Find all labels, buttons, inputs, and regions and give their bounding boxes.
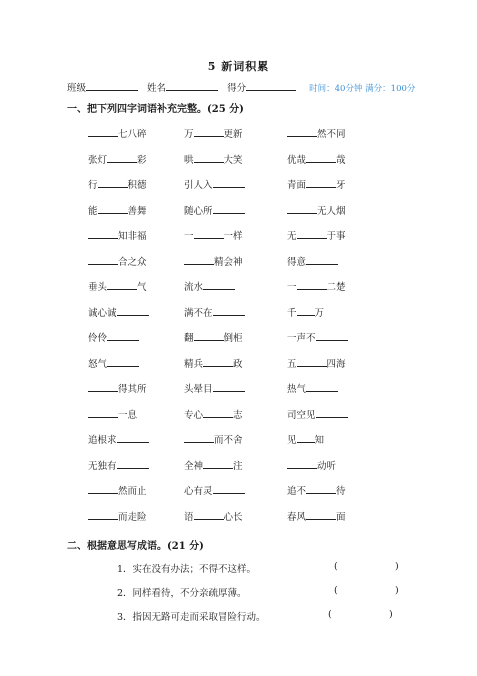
idiom-blank[interactable]	[297, 278, 327, 290]
idiom-item	[287, 355, 346, 369]
idiom-blank[interactable]	[88, 227, 118, 239]
idiom-item	[184, 125, 243, 139]
idiom-blank[interactable]	[194, 227, 224, 239]
idiom-blank[interactable]	[306, 508, 336, 520]
idiom-suffix: 哉	[336, 154, 346, 166]
idiom-item	[88, 457, 149, 471]
idiom-suffix: 无人烟	[317, 205, 346, 217]
idiom-prefix: 头晕目	[184, 384, 213, 395]
idiom-blank[interactable]	[306, 253, 338, 265]
idiom-blank[interactable]	[213, 304, 245, 316]
idiom-prefix: 一	[184, 231, 194, 242]
idiom-prefix: 精兵	[184, 358, 204, 370]
idiom-item	[287, 482, 346, 496]
idiom-suffix: 知非福	[118, 231, 147, 242]
idiom-item	[88, 227, 147, 241]
idiom-suffix: 一息	[118, 409, 138, 421]
idiom-item	[88, 329, 139, 343]
idiom-prefix: 无独有	[88, 460, 117, 472]
idiom-prefix: 满不在	[184, 307, 213, 319]
idiom-item	[88, 406, 137, 420]
idiom-suffix: 知	[314, 435, 325, 446]
idiom-item	[184, 151, 243, 165]
idiom-blank[interactable]	[88, 508, 118, 520]
idiom-item	[287, 431, 324, 445]
idiom-suffix: 于事	[326, 231, 346, 242]
idiom-blank[interactable]	[287, 125, 317, 137]
answer-paren-close: )	[389, 609, 393, 620]
idiom-prefix: 得意	[287, 256, 307, 268]
idiom-item	[287, 304, 324, 318]
idiom-blank[interactable]	[194, 329, 224, 341]
idiom-blank[interactable]	[117, 457, 149, 469]
idiom-suffix: 心长	[223, 511, 243, 523]
idiom-prefix: 怒气	[88, 358, 108, 370]
idiom-blank[interactable]	[107, 278, 137, 290]
idiom-prefix: 无	[287, 231, 297, 242]
idiom-item	[287, 329, 348, 343]
idiom-suffix: 政	[233, 358, 243, 370]
idiom-blank[interactable]	[203, 355, 233, 367]
idiom-item	[88, 431, 149, 445]
idiom-item	[88, 125, 147, 139]
idiom-blank[interactable]	[194, 151, 224, 163]
idiom-prefix: 专心	[184, 409, 204, 421]
idiom-prefix: 一	[287, 282, 297, 293]
name-label: 姓名	[147, 83, 167, 94]
idiom-prefix: 张灯	[88, 154, 108, 166]
idiom-blank[interactable]	[306, 380, 338, 392]
time-info: 时间：40分钟 满分：100分	[309, 84, 416, 94]
idiom-blank[interactable]	[98, 202, 128, 214]
idiom-blank[interactable]	[306, 482, 336, 494]
idiom-item	[184, 329, 243, 343]
idiom-item	[88, 355, 139, 369]
idiom-suffix: 气	[137, 282, 147, 293]
idiom-suffix: 志	[233, 409, 243, 421]
idiom-prefix: 全神	[184, 460, 204, 472]
idiom-suffix: 善舞	[127, 205, 147, 217]
idiom-suffix: 大笑	[223, 154, 243, 166]
answer-paren-open[interactable]: (	[328, 609, 332, 620]
idiom-blank[interactable]	[88, 482, 118, 494]
idiom-item	[184, 278, 235, 292]
idiom-prefix: 优哉	[287, 154, 307, 166]
idiom-blank[interactable]	[194, 508, 224, 520]
idiom-suffix: 积德	[127, 180, 147, 191]
section2-heading: 二、根据意思写成语。(21 分)	[67, 541, 204, 552]
idiom-blank[interactable]	[117, 431, 149, 443]
idiom-blank[interactable]	[194, 125, 224, 137]
idiom-blank[interactable]	[184, 431, 214, 443]
idiom-blank[interactable]	[297, 227, 327, 239]
idiom-item	[287, 457, 336, 471]
idiom-item	[287, 253, 338, 267]
idiom-blank[interactable]	[107, 329, 139, 341]
idiom-suffix: 精会神	[214, 256, 243, 268]
idiom-suffix: 彩	[137, 154, 147, 166]
idiom-blank[interactable]	[88, 253, 118, 265]
idiom-prefix: 万	[184, 129, 194, 140]
idiom-blank[interactable]	[107, 355, 139, 367]
idiom-suffix: 万	[314, 307, 325, 319]
idiom-item	[88, 278, 147, 292]
idiom-item	[287, 151, 346, 165]
idiom-item	[287, 125, 346, 139]
idiom-item	[287, 227, 346, 241]
idiom-blank[interactable]	[203, 406, 233, 418]
idiom-blank[interactable]	[213, 176, 245, 188]
idiom-blank[interactable]	[297, 304, 315, 316]
student-info-line	[67, 80, 415, 94]
idiom-item	[184, 431, 243, 445]
name-blank[interactable]	[166, 80, 218, 91]
idiom-prefix: 千	[287, 307, 297, 319]
answer-paren-close: )	[395, 585, 399, 596]
idiom-prefix: 司空见	[287, 409, 316, 421]
idiom-blank[interactable]	[213, 380, 245, 392]
idiom-prefix: 青面	[287, 180, 307, 191]
idiom-item	[287, 176, 346, 190]
idiom-item	[88, 304, 149, 318]
idiom-blank[interactable]	[287, 202, 317, 214]
idiom-prefix: 诚心诚	[88, 307, 117, 319]
score-blank[interactable]	[246, 80, 296, 91]
idiom-prefix: 能	[88, 205, 98, 217]
idiom-suffix: 更新	[223, 129, 243, 140]
question-text: 1．实在没有办法；不得不这样。	[117, 564, 257, 575]
idiom-suffix: 得其所	[118, 384, 147, 395]
question-text: 2．同样看待，不分亲疏厚薄。	[117, 588, 247, 599]
idiom-blank[interactable]	[88, 380, 118, 392]
idiom-suffix: 而不舍	[214, 435, 243, 446]
idiom-prefix: 心有灵	[184, 486, 213, 497]
section1-heading: 一、把下列四字词语补充完整。(25 分)	[67, 104, 244, 115]
idiom-blank[interactable]	[306, 151, 336, 163]
idiom-item	[184, 406, 243, 420]
idiom-suffix: 牙	[336, 180, 346, 191]
idiom-prefix: 翻	[184, 333, 194, 344]
idiom-prefix: 追不	[287, 486, 307, 497]
idiom-blank[interactable]	[297, 431, 315, 443]
idiom-item	[88, 253, 147, 267]
idiom-item	[88, 202, 147, 216]
idiom-prefix: 流水	[184, 282, 204, 293]
idiom-item	[287, 406, 348, 420]
idiom-blank[interactable]	[287, 457, 317, 469]
idiom-suffix: 然而止	[118, 486, 147, 497]
idiom-item	[88, 151, 147, 165]
idiom-prefix: 一声不	[287, 333, 316, 344]
idiom-prefix: 随心所	[184, 205, 213, 217]
idiom-blank[interactable]	[316, 406, 348, 418]
idiom-suffix: 合之众	[118, 256, 147, 268]
idiom-item	[184, 457, 243, 471]
idiom-suffix: 动听	[317, 460, 337, 472]
idiom-blank[interactable]	[203, 278, 235, 290]
idiom-prefix: 热气	[287, 384, 307, 395]
idiom-suffix: 待	[336, 486, 346, 497]
idiom-suffix: 而走险	[118, 511, 147, 523]
idiom-item	[88, 482, 147, 496]
idiom-item	[184, 202, 245, 216]
idiom-prefix: 哄	[184, 154, 194, 166]
idiom-blank[interactable]	[297, 355, 327, 367]
idiom-suffix: 然不同	[317, 129, 346, 140]
answer-paren-open[interactable]: (	[334, 561, 338, 572]
answer-paren-close: )	[395, 561, 399, 572]
idiom-blank[interactable]	[107, 151, 137, 163]
idiom-suffix: 二楚	[326, 282, 346, 293]
idiom-item	[184, 253, 243, 267]
idiom-item	[184, 227, 243, 241]
idiom-blank[interactable]	[203, 457, 233, 469]
idiom-prefix: 垂头	[88, 282, 108, 293]
page-title: 5 新词积累	[207, 60, 270, 73]
idiom-item	[88, 380, 147, 394]
idiom-item	[88, 176, 147, 190]
idiom-blank[interactable]	[306, 176, 336, 188]
idiom-item	[88, 508, 147, 522]
idiom-item	[184, 355, 243, 369]
class-blank[interactable]	[86, 80, 138, 91]
idiom-prefix: 见	[287, 435, 297, 446]
idiom-prefix: 五	[287, 358, 297, 370]
idiom-blank[interactable]	[213, 482, 245, 494]
idiom-blank[interactable]	[88, 125, 118, 137]
idiom-suffix: 面	[336, 511, 346, 523]
idiom-item	[287, 202, 346, 216]
class-label: 班级	[67, 83, 87, 94]
idiom-blank[interactable]	[98, 176, 128, 188]
idiom-item	[184, 176, 245, 190]
score-label: 得分	[227, 83, 247, 94]
idiom-item	[184, 482, 245, 496]
idiom-prefix: 春风	[287, 511, 307, 523]
idiom-item	[287, 278, 346, 292]
idiom-item	[184, 304, 245, 318]
idiom-prefix: 伶伶	[88, 333, 108, 344]
idiom-suffix: 一样	[223, 231, 243, 242]
question-text: 3．指因无路可走而采取冒险行动。	[117, 612, 266, 623]
idiom-blank[interactable]	[213, 202, 245, 214]
idiom-prefix: 引人入	[184, 180, 213, 191]
idiom-blank[interactable]	[184, 253, 214, 265]
idiom-suffix: 注	[233, 460, 243, 472]
idiom-suffix: 七八碎	[118, 129, 147, 140]
idiom-suffix: 四海	[326, 358, 346, 370]
idiom-suffix: 倒柜	[223, 333, 243, 344]
idiom-prefix: 行	[88, 180, 98, 191]
idiom-blank[interactable]	[88, 406, 118, 418]
idiom-prefix: 语	[184, 511, 194, 523]
idiom-blank[interactable]	[316, 329, 348, 341]
idiom-blank[interactable]	[117, 304, 149, 316]
answer-paren-open[interactable]: (	[334, 585, 338, 596]
idiom-item	[184, 508, 243, 522]
idiom-prefix: 追根求	[88, 435, 117, 446]
idiom-item	[184, 380, 245, 394]
idiom-item	[287, 380, 338, 394]
idiom-item	[287, 508, 346, 522]
